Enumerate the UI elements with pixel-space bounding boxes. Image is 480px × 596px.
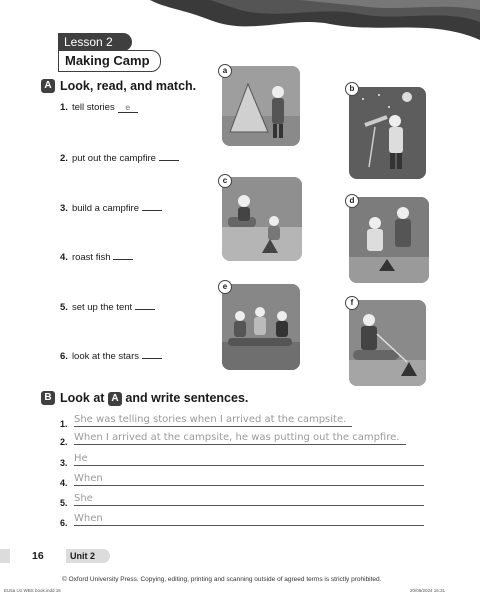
copyright-notice: © Oxford University Press. Copying, editing, printing and scanning outside of agreed terms is strictly prohibited. <box>62 576 382 583</box>
answer-blank[interactable] <box>135 309 155 310</box>
photo-d <box>349 197 429 283</box>
lesson-label: Lesson 2 <box>58 33 132 51</box>
inline-section-badge: A <box>108 392 122 406</box>
photo-b-label: b <box>345 82 359 96</box>
section-a-title: Look, read, and match. <box>60 79 197 93</box>
answer-blank[interactable] <box>142 358 162 359</box>
sentence-number: 6. <box>60 518 68 528</box>
photo-a-label: a <box>218 64 232 78</box>
section-b-title: Look at A and write sentences. <box>60 391 249 405</box>
photo-d-label: d <box>345 194 359 208</box>
page-number: 16 <box>10 549 66 563</box>
print-date: 20/06/2024 16:31 <box>410 588 446 593</box>
match-item-4: 4. roast fish <box>60 252 133 263</box>
answer-blank[interactable] <box>142 210 162 211</box>
photo-e <box>222 284 300 370</box>
answer-blank[interactable]: e <box>118 103 138 113</box>
sentence-line-4[interactable]: When <box>74 473 424 486</box>
sentence-line-3[interactable]: He <box>74 453 424 466</box>
sentence-line-2[interactable]: When I arrived at the campsite, he was putting out the campfire. <box>74 432 406 445</box>
answer-blank[interactable] <box>159 160 179 161</box>
photo-b <box>349 87 426 179</box>
sentence-number: 4. <box>60 478 68 488</box>
match-item-6: 6. look at the stars <box>60 351 162 362</box>
photo-c <box>222 177 302 261</box>
photo-f-label: f <box>345 296 359 310</box>
sentence-number: 3. <box>60 458 68 468</box>
photo-e-label: e <box>218 280 232 294</box>
section-a-badge: A <box>41 79 55 93</box>
photo-f <box>349 300 426 386</box>
unit-label: Unit 2 <box>70 551 96 561</box>
match-item-2: 2. put out the campfire <box>60 153 179 164</box>
sentence-line-6[interactable]: When <box>74 513 424 526</box>
sentence-line-5[interactable]: She <box>74 493 424 506</box>
answer-blank[interactable] <box>113 259 133 260</box>
match-item-1: 1. tell stories e <box>60 102 138 113</box>
match-item-5: 5. set up the tent <box>60 302 155 313</box>
sentence-number: 2. <box>60 437 68 447</box>
file-slug: EU5a U1 WBS book.indd 16 <box>4 588 61 593</box>
match-item-3: 3. build a campfire <box>60 203 162 214</box>
sentence-line-1[interactable]: She was telling stories when I arrived at the campsite. <box>74 414 352 427</box>
sentence-number: 1. <box>60 419 68 429</box>
sentence-number: 5. <box>60 498 68 508</box>
page-title: Making Camp <box>58 50 161 72</box>
section-b-badge: B <box>41 391 55 405</box>
photo-c-label: c <box>218 174 232 188</box>
photo-a <box>222 66 300 146</box>
